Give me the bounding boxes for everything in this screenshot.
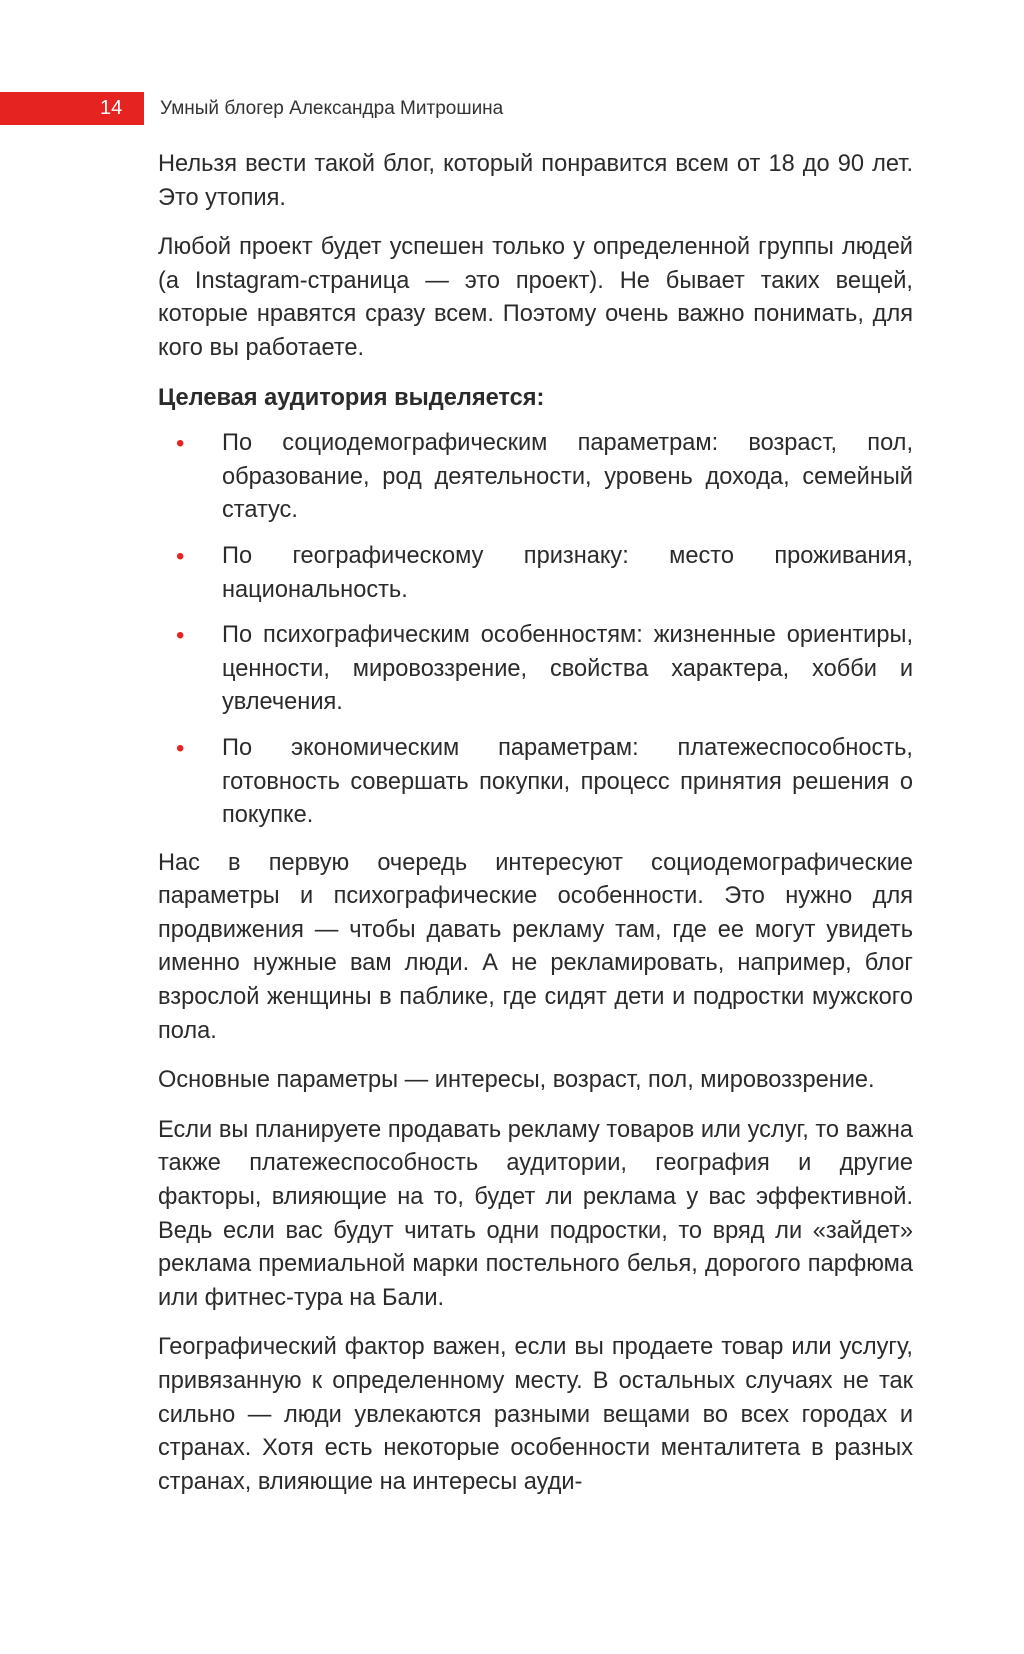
bullet-icon: •: [176, 430, 185, 458]
bullet-icon: •: [176, 734, 185, 762]
paragraph-6: Географический фактор важен, если вы продаете товар или услугу, привязанную к определенному месту. В остальных случаях не так сильно — люди увлекаются разными вещами во всех городах и странах. Хотя есть некоторые особенности менталитета в разных странах, влияющие на интересы ауди-: [158, 1334, 913, 1495]
running-head-title: Умный блогер Александра Митрошина: [160, 98, 504, 119]
audience-criteria-list: [158, 427, 913, 833]
paragraph-4: Основные параметры — интересы, возраст, пол, мировоззрение.: [158, 1067, 875, 1094]
paragraph-1: Нельзя вести такой блог, который понравится всем от 18 до 90 лет. Это утопия.: [158, 151, 913, 211]
list-item: [176, 427, 913, 528]
paragraph-3: Нас в первую очередь интересуют социодемографические параметры и психографические особенности. Это нужно для продвижения — чтобы давать рекламу там, где ее могут увидеть именно нужные вам люди. А не рекламировать, например, блог взрослой женщины в паблике, где сидят дети и подростки мужского пола.: [158, 849, 913, 1044]
list-item-text: По психографическим особенностям: жизненные ориентиры, ценности, мировоззрение, свойства характера, хобби и увлечения.: [222, 622, 913, 716]
page-number: 14: [100, 97, 123, 119]
page-number-bar: [0, 92, 144, 125]
list-item-text: По географическому признаку: место проживания, национальность.: [222, 542, 913, 603]
list-item: [176, 619, 913, 720]
bullet-icon: •: [176, 622, 185, 650]
list-item: [176, 732, 913, 833]
paragraph-2: Любой проект будет успешен только у определенной группы людей (а Instagram-страница — это проект). Не бывает таких вещей, которые нравятся сразу всем. Поэтому очень важно понимать, для кого вы работаете.: [158, 234, 913, 361]
list-item-text: По экономическим параметрам: платежеспособность, готовность совершать покупки, процесс принятия решения о покупке.: [222, 734, 913, 829]
bullet-icon: •: [176, 542, 185, 570]
paragraph-5: Если вы планируете продавать рекламу товаров или услуг, то важна также платежеспособность аудитории, география и другие факторы, влияющие на то, будет ли реклама у вас эффективной. Ведь если вас будут читать одни подростки, то вряд ли «зайдет» реклама премиальной марки постельного белья, дорогого парфюма или фитнес-тура на Бали.: [158, 1116, 913, 1311]
section-heading: Целевая аудитория выделяется:: [158, 384, 545, 411]
list-item: [176, 540, 913, 607]
page-body: [158, 148, 913, 1515]
list-item-text: По социодемографическим параметрам: возраст, пол, образование, род деятельности, уровень дохода, семейный статус.: [222, 430, 913, 524]
